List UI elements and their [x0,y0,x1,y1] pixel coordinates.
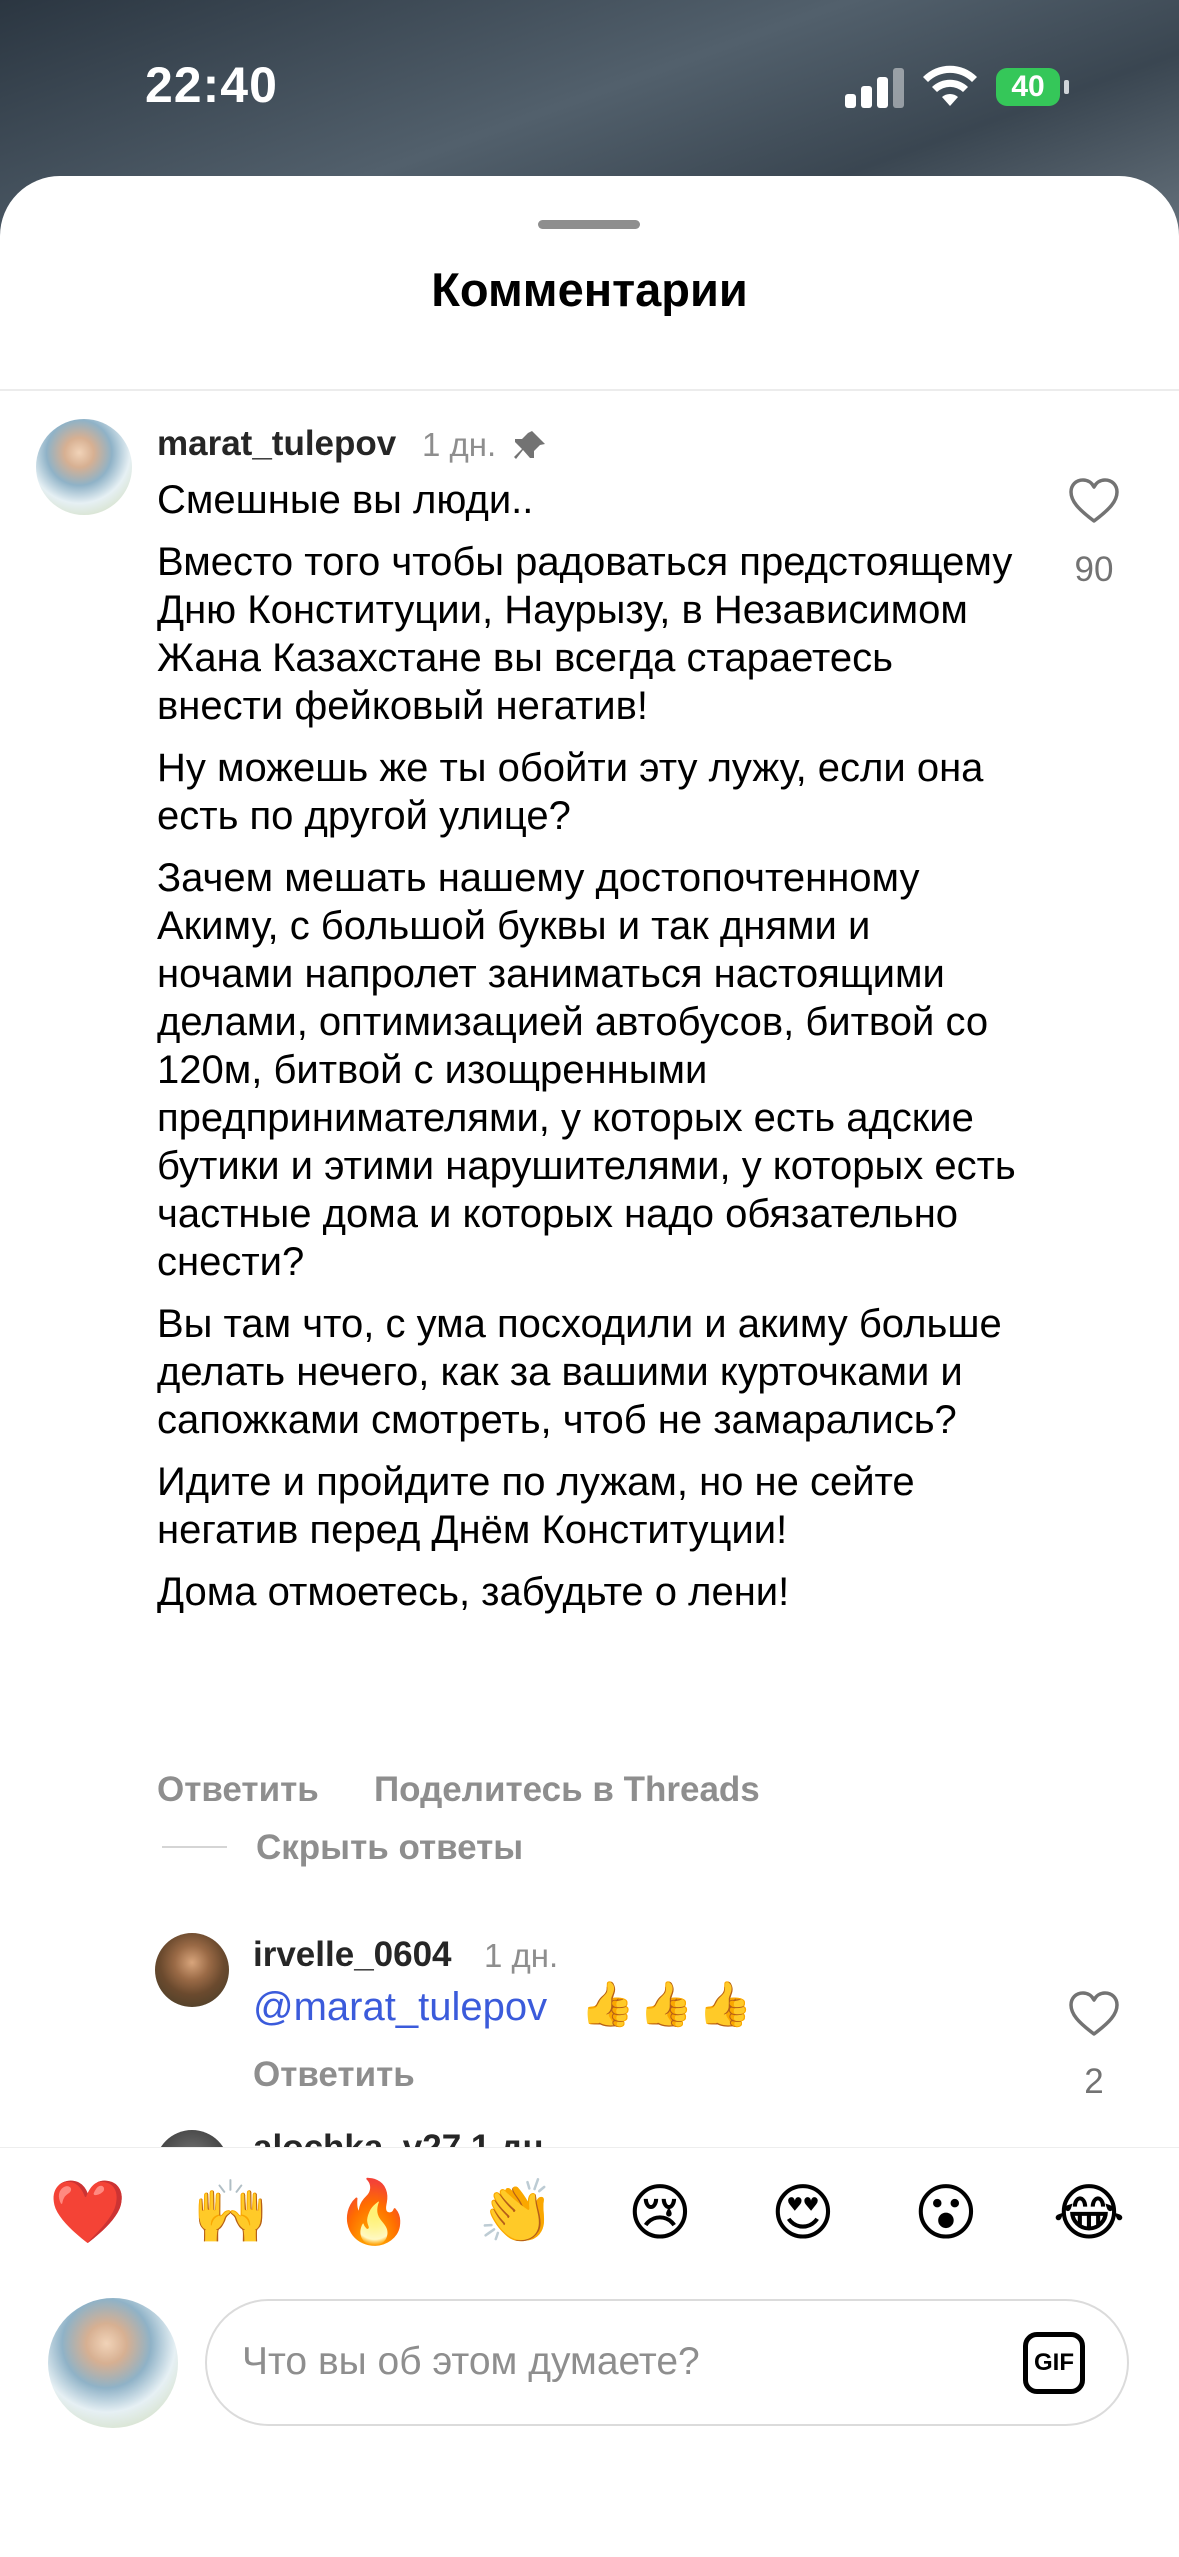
like-count: 2 [1084,2062,1104,2101]
comment-paragraph: Зачем мешать нашему достопочтенному Акиму, с большой буквы и так днями и ночами напролет заниматься настоящими делами, оптимизацией автобусов, битвой со 120м, битвой с изощренными предпринимателями, у которых есть адские бутики и этими нарушителями, у которых есть частные дома и которых надо обязательно снести? [157,856,1016,1284]
signal-icon [845,66,907,108]
comment-paragraph: Вместо того чтобы радоваться предстоящему Дню Конституции, Наурызу, в Независимом Жана Казахстане вы всегда стараетесь внести фейковый негатив! [157,540,1013,728]
status-bar [0,0,1179,170]
like-count: 90 [1074,550,1114,589]
comment-emojis: 👍👍👍 [580,1980,757,2029]
gif-button[interactable]: GIF [1023,2332,1085,2394]
reaction-cry[interactable]: 😢 [627,2179,693,2248]
reaction-wow[interactable]: 😮 [913,2179,979,2248]
avatar[interactable] [155,1933,229,2007]
comment-paragraph: Вы там что, с ума посходили и акиму больше делать нечего, как за вашими курточками и сапожками смотреть, чтоб не замарались? [157,1302,1002,1442]
comment-time: 1 дн. [422,426,497,463]
comment-username[interactable]: irvelle_0604 [253,1935,452,1974]
heart-icon[interactable] [1068,477,1120,525]
comment-paragraph: Дома отмоетесь, забудьте о лени! [157,1570,790,1614]
reaction-raised-hands[interactable]: 🙌 [192,2178,270,2247]
reaction-clap[interactable]: 👏 [478,2178,556,2247]
pin-icon [512,428,548,464]
reply-button[interactable]: Ответить [253,2055,415,2094]
reaction-fire[interactable]: 🔥 [335,2178,413,2247]
comment-paragraph: Смешные вы люди.. [157,478,534,522]
avatar[interactable] [48,2298,178,2428]
share-threads-button[interactable]: Поделитесь в Threads [374,1770,760,1809]
reaction-laugh[interactable]: 😂 [1052,2179,1126,2248]
wifi-icon [922,62,978,108]
hide-replies-button[interactable]: Скрыть ответы [256,1828,524,1867]
status-time: 22:40 [145,57,278,113]
sheet-title: Комментарии [431,263,748,316]
comment-time: 1 дн. [484,1937,559,1974]
sheet-grabber[interactable] [538,220,640,229]
comment-paragraph: Идите и пройдите по лужам, но не сейте негатив перед Днём Конституции! [157,1460,915,1552]
comment-username[interactable]: marat_tulepov [157,424,397,463]
battery-level: 40 [1011,70,1045,103]
replies-line [162,1846,227,1848]
comment-paragraph: Ну можешь же ты обойти эту лужу, если она есть по другой улице? [157,746,984,838]
divider [0,389,1179,391]
avatar[interactable] [36,419,132,515]
reply-button[interactable]: Ответить [157,1770,319,1809]
battery-icon [996,68,1060,106]
comment-body [157,476,1017,1630]
comment-input-placeholder: Что вы об этом думаете? [242,2340,700,2383]
reaction-heart-eyes[interactable]: 😍 [770,2179,836,2248]
mention-link[interactable]: @marat_tulepov [253,1985,548,2029]
heart-icon[interactable] [1068,1990,1120,2038]
battery-nub [1064,80,1069,94]
reaction-heart[interactable]: ❤️ [49,2178,127,2247]
